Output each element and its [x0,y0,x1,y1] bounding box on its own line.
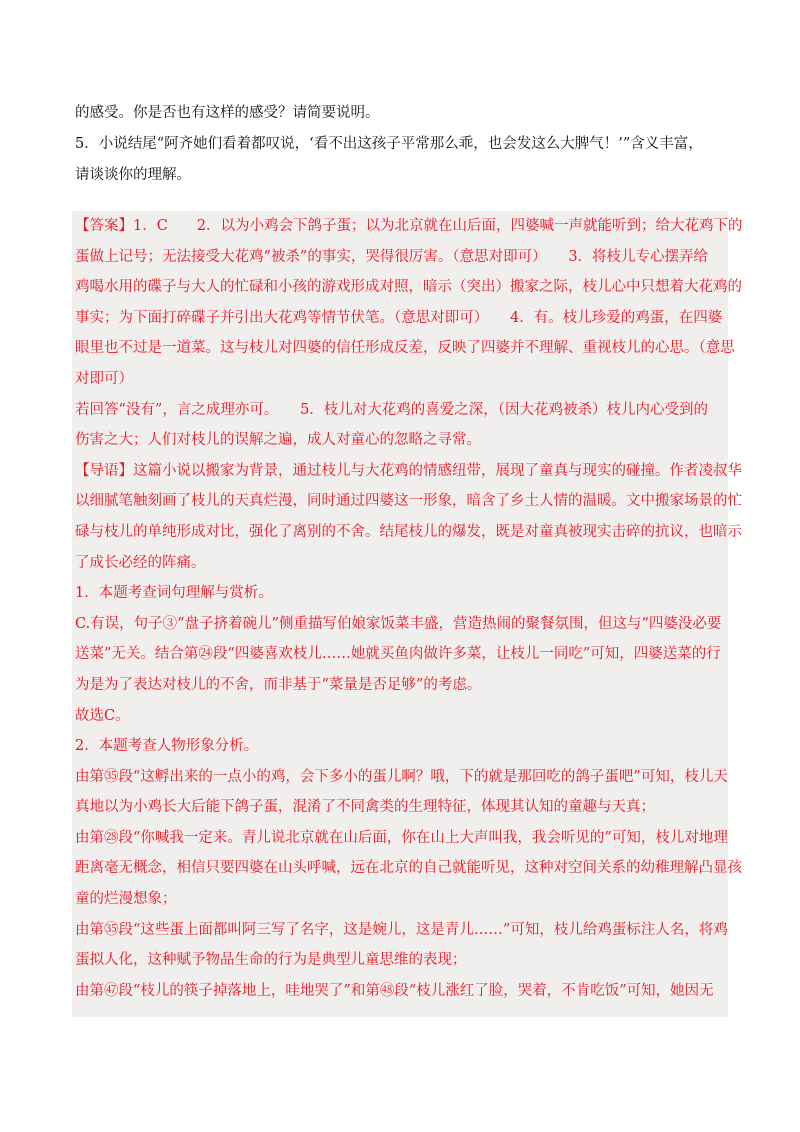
answer-line: 【导语】这篇小说以搬家为背景，通过枝儿与大花鸡的情感纽带，展现了童真与现实的碰撞。作者凌叔华 [75,462,742,479]
answer-line: 由第㉟段“这孵出来的一点小的鸡，会下多小的蛋儿啊？哦，下的就是那回吃的鸽子蛋吧”可知，枝儿天 [75,768,728,785]
answer-line: 2．本题考查人物形象分析。 [75,738,259,755]
answer-line: 送菜”无关。结合第㉔段“四婆喜欢枝儿……她就买鱼肉做许多菜，让枝儿一同吃”可知，四婆送菜的行 [75,646,721,663]
answer-line: 由第㊼段“枝儿的筷子掉落地上，哇地哭了”和第㊽段“枝儿涨红了脸，哭着，不肯吃饭”可知，她因无 [75,982,714,999]
question-section [75,98,725,191]
answer-line: 童的烂漫想象； [75,891,177,908]
answer-line: 故选C。 [75,707,130,724]
answer-line: 蛋做上记号；无法接受大花鸡“被杀”的事实，哭得很厉害。（意思对即可） 3．将枝儿专心摆弄给 [75,248,709,265]
answer-line: 距离毫无概念，相信只要四婆在山头呼喊，远在北京的自己就能听见，这种对空间关系的幼稚理解凸显孩 [75,860,742,877]
answer-line: 由第㉘段“你喊我一定来。青儿说北京就在山后面，你在山上大声叫我，我会听见的”可知，枝儿对地理 [75,829,728,846]
answer-line: 对即可） [75,370,133,387]
answer-line: 事实；为下面打碎碟子并引出大花鸡等情节伏笔。（意思对即可） 4．有。枝儿珍爱的鸡蛋，在四婆 [75,309,723,326]
answer-line: 为是为了表达对枝儿的不舍，而非基于“菜量是否足够”的考虑。 [75,676,482,693]
answer-line: 1．本题考查词句理解与赏析。 [75,585,273,602]
answer-line: 眼里也不过是一道菜。这与枝儿对四婆的信任形成反差，反映了四婆并不理解、重视枝儿的心思。（意思 [75,340,735,357]
answer-line: 了成长必经的阵痛。 [75,554,206,571]
answer-line: 真地以为小鸡长大后能下鸽子蛋，混淆了不同禽类的生理特征，体现其认知的童趣与天真； [75,799,655,816]
answer-line: 伤害之大；人们对枝儿的误解之遍，成人对童心的忽略之寻常。 [75,432,481,449]
question-line: 请谈谈你的理解。 [75,167,191,183]
question-line: 5．小说结尾“阿齐她们看着都叹说，‘看不出这孩子平常那么乖，也会发这么大脾气！’”含义丰富， [75,136,703,152]
answer-line: 鸡喝水用的碟子与大人的忙碌和小孩的游戏形成对照，暗示（突出）搬家之际，枝儿心中只想着大花鸡的 [75,279,742,296]
answer-line: 由第㉟段“这些蛋上面都叫阿三写了名字，这是婉儿，这是青儿……”可知，枝儿给鸡蛋标注人名，将鸡 [75,921,728,938]
answer-section [72,211,743,1017]
answer-line: C.有误，句子③“盘子挤着碗儿”侧重描写伯娘家饭菜丰盛，营造热闹的聚餐氛围，但这与“四婆没必要 [75,615,722,632]
answer-line: 若回答“没有”，言之成理亦可。 5．枝儿对大花鸡的喜爱之深，（因大花鸡被杀）枝儿内心受到的 [75,401,709,418]
answer-line: 【答案】1．C 2．以为小鸡会下鸽子蛋；以为北京就在山后面，四婆喊一声就能听到；给大花鸡下的 [75,218,743,234]
answer-line: 以细腻笔触刻画了枝儿的天真烂漫，同时通过四婆这一形象，暗含了乡土人情的温暖。文中搬家场景的忙 [75,493,742,510]
answer-line: 碌与枝儿的单纯形成对比，强化了离别的不舍。结尾枝儿的爆发，既是对童真被现实击碎的抗议，也暗示 [75,523,742,540]
answer-line: 蛋拟人化，这种赋予物品生命的行为是典型儿童思维的表现； [75,952,467,969]
question-line: 的感受。你是否也有这样的感受？请简要说明。 [75,105,380,121]
